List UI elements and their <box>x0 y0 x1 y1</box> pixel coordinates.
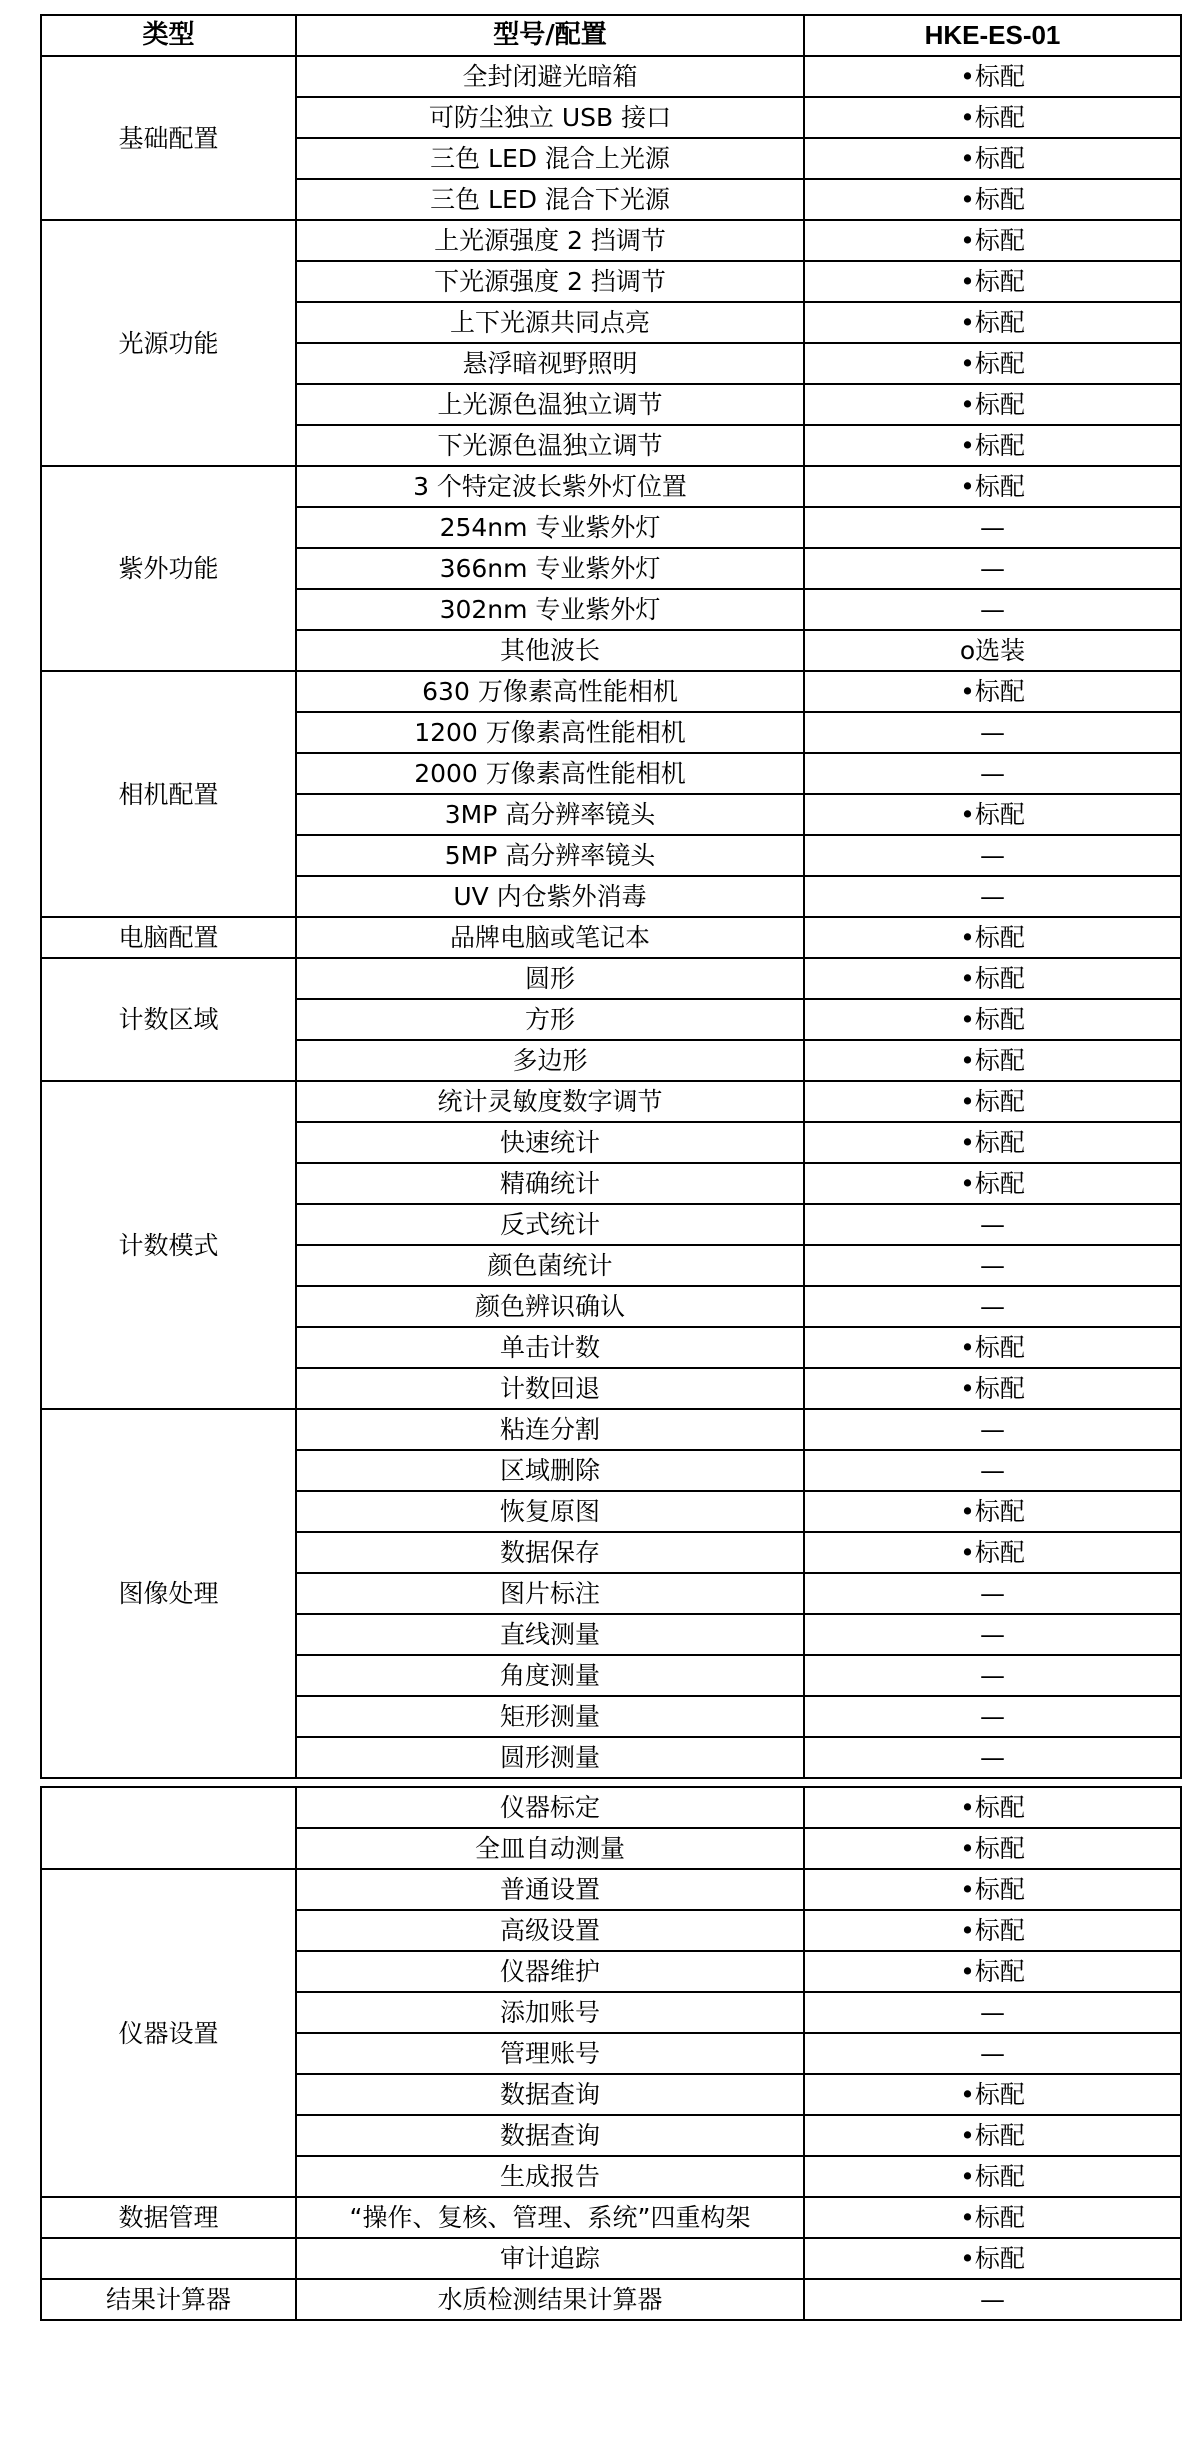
header-row <box>41 15 1181 56</box>
item-cell: 302nm 专业紫外灯 <box>296 589 804 630</box>
table-row <box>41 1787 1181 1828</box>
value-cell: — <box>804 1655 1181 1696</box>
item-cell: 数据保存 <box>296 1532 804 1573</box>
value-cell: •标配 <box>804 1122 1181 1163</box>
item-cell: 全封闭避光暗箱 <box>296 56 804 97</box>
value-cell: •标配 <box>804 2197 1181 2238</box>
value-cell: — <box>804 1204 1181 1245</box>
value-cell: — <box>804 876 1181 917</box>
item-cell: 直线测量 <box>296 1614 804 1655</box>
value-cell: •标配 <box>804 179 1181 220</box>
item-cell: 统计灵敏度数字调节 <box>296 1081 804 1122</box>
category-cell: 紫外功能 <box>41 466 296 671</box>
item-cell: 全皿自动测量 <box>296 1828 804 1869</box>
value-cell: — <box>804 835 1181 876</box>
value-cell: — <box>804 1573 1181 1614</box>
value-cell: •标配 <box>804 97 1181 138</box>
category-cell: 图像处理 <box>41 1409 296 1778</box>
category-cell: 光源功能 <box>41 220 296 466</box>
value-cell: •标配 <box>804 917 1181 958</box>
value-cell: — <box>804 2033 1181 2074</box>
item-cell: 颜色辨识确认 <box>296 1286 804 1327</box>
category-cell <box>41 2238 296 2279</box>
table-row <box>41 1409 1181 1450</box>
spec-table-continued <box>40 1786 1182 2321</box>
value-cell: — <box>804 1737 1181 1778</box>
item-cell: 水质检测结果计算器 <box>296 2279 804 2320</box>
table-body-main <box>41 56 1181 1778</box>
item-cell: 角度测量 <box>296 1655 804 1696</box>
value-cell: •标配 <box>804 261 1181 302</box>
table-row <box>41 466 1181 507</box>
item-cell: “操作、复核、管理、系统”四重构架 <box>296 2197 804 2238</box>
item-cell: 可防尘独立 USB 接口 <box>296 97 804 138</box>
value-cell: — <box>804 548 1181 589</box>
value-cell: — <box>804 1696 1181 1737</box>
category-cell: 计数区域 <box>41 958 296 1081</box>
item-cell: 5MP 高分辨率镜头 <box>296 835 804 876</box>
table-row <box>41 1869 1181 1910</box>
value-cell: — <box>804 1245 1181 1286</box>
table-row <box>41 56 1181 97</box>
item-cell: 上下光源共同点亮 <box>296 302 804 343</box>
item-cell: 单击计数 <box>296 1327 804 1368</box>
item-cell: 计数回退 <box>296 1368 804 1409</box>
table-row <box>41 2279 1181 2320</box>
item-cell: 2000 万像素高性能相机 <box>296 753 804 794</box>
item-cell: 粘连分割 <box>296 1409 804 1450</box>
item-cell: 生成报告 <box>296 2156 804 2197</box>
header-type: 类型 <box>41 15 296 56</box>
item-cell: 圆形测量 <box>296 1737 804 1778</box>
item-cell: 恢复原图 <box>296 1491 804 1532</box>
category-cell: 结果计算器 <box>41 2279 296 2320</box>
table-row <box>41 671 1181 712</box>
item-cell: 方形 <box>296 999 804 1040</box>
value-cell: — <box>804 712 1181 753</box>
item-cell: 上光源强度 2 挡调节 <box>296 220 804 261</box>
value-cell: — <box>804 1450 1181 1491</box>
value-cell: •标配 <box>804 671 1181 712</box>
table-gap <box>40 1779 1180 1786</box>
item-cell: 仪器维护 <box>296 1951 804 1992</box>
value-cell: •标配 <box>804 220 1181 261</box>
table-row <box>41 220 1181 261</box>
table-body-continued <box>41 1787 1181 2320</box>
value-cell: •标配 <box>804 2156 1181 2197</box>
table-row <box>41 917 1181 958</box>
value-cell: •标配 <box>804 384 1181 425</box>
item-cell: 圆形 <box>296 958 804 999</box>
value-cell: •标配 <box>804 1951 1181 1992</box>
item-cell: 仪器标定 <box>296 1787 804 1828</box>
value-cell: •标配 <box>804 794 1181 835</box>
spec-sheet <box>40 14 1180 2321</box>
value-cell: o选装 <box>804 630 1181 671</box>
value-cell: •标配 <box>804 958 1181 999</box>
item-cell: 254nm 专业紫外灯 <box>296 507 804 548</box>
value-cell: •标配 <box>804 1081 1181 1122</box>
category-cell: 计数模式 <box>41 1081 296 1409</box>
spec-table <box>40 14 1182 1779</box>
item-cell: 精确统计 <box>296 1163 804 1204</box>
item-cell: 3 个特定波长紫外灯位置 <box>296 466 804 507</box>
category-cell <box>41 1787 296 1869</box>
item-cell: 颜色菌统计 <box>296 1245 804 1286</box>
value-cell: — <box>804 1409 1181 1450</box>
category-cell: 数据管理 <box>41 2197 296 2238</box>
value-cell: — <box>804 753 1181 794</box>
value-cell: •标配 <box>804 56 1181 97</box>
value-cell: — <box>804 589 1181 630</box>
item-cell: 数据查询 <box>296 2115 804 2156</box>
item-cell: 366nm 专业紫外灯 <box>296 548 804 589</box>
item-cell: 高级设置 <box>296 1910 804 1951</box>
header-config: 型号/配置 <box>296 15 804 56</box>
item-cell: 数据查询 <box>296 2074 804 2115</box>
item-cell: 反式统计 <box>296 1204 804 1245</box>
item-cell: 普通设置 <box>296 1869 804 1910</box>
item-cell: 下光源强度 2 挡调节 <box>296 261 804 302</box>
item-cell: 图片标注 <box>296 1573 804 1614</box>
value-cell: •标配 <box>804 1910 1181 1951</box>
value-cell: •标配 <box>804 1163 1181 1204</box>
value-cell: •标配 <box>804 302 1181 343</box>
item-cell: 上光源色温独立调节 <box>296 384 804 425</box>
value-cell: •标配 <box>804 1828 1181 1869</box>
item-cell: 品牌电脑或笔记本 <box>296 917 804 958</box>
value-cell: •标配 <box>804 466 1181 507</box>
value-cell: •标配 <box>804 138 1181 179</box>
category-cell: 基础配置 <box>41 56 296 220</box>
value-cell: •标配 <box>804 2074 1181 2115</box>
header-model: HKE-ES-01 <box>804 15 1181 56</box>
value-cell: — <box>804 1286 1181 1327</box>
value-cell: •标配 <box>804 1040 1181 1081</box>
category-cell: 相机配置 <box>41 671 296 917</box>
item-cell: 其他波长 <box>296 630 804 671</box>
table-row <box>41 2197 1181 2238</box>
value-cell: •标配 <box>804 1532 1181 1573</box>
item-cell: 1200 万像素高性能相机 <box>296 712 804 753</box>
item-cell: 三色 LED 混合下光源 <box>296 179 804 220</box>
item-cell: 管理账号 <box>296 2033 804 2074</box>
category-cell: 电脑配置 <box>41 917 296 958</box>
category-cell: 仪器设置 <box>41 1869 296 2197</box>
value-cell: — <box>804 1614 1181 1655</box>
value-cell: •标配 <box>804 2115 1181 2156</box>
value-cell: •标配 <box>804 2238 1181 2279</box>
item-cell: 3MP 高分辨率镜头 <box>296 794 804 835</box>
value-cell: — <box>804 507 1181 548</box>
value-cell: •标配 <box>804 1491 1181 1532</box>
table-header <box>41 15 1181 56</box>
value-cell: •标配 <box>804 1787 1181 1828</box>
table-row <box>41 2238 1181 2279</box>
item-cell: 区域删除 <box>296 1450 804 1491</box>
item-cell: 多边形 <box>296 1040 804 1081</box>
value-cell: •标配 <box>804 1869 1181 1910</box>
item-cell: 三色 LED 混合上光源 <box>296 138 804 179</box>
value-cell: •标配 <box>804 343 1181 384</box>
value-cell: — <box>804 1992 1181 2033</box>
item-cell: 添加账号 <box>296 1992 804 2033</box>
item-cell: 矩形测量 <box>296 1696 804 1737</box>
item-cell: 快速统计 <box>296 1122 804 1163</box>
item-cell: 630 万像素高性能相机 <box>296 671 804 712</box>
table-row <box>41 1081 1181 1122</box>
value-cell: •标配 <box>804 1327 1181 1368</box>
value-cell: •标配 <box>804 425 1181 466</box>
value-cell: •标配 <box>804 999 1181 1040</box>
item-cell: 审计追踪 <box>296 2238 804 2279</box>
value-cell: — <box>804 2279 1181 2320</box>
value-cell: •标配 <box>804 1368 1181 1409</box>
table-row <box>41 958 1181 999</box>
item-cell: 悬浮暗视野照明 <box>296 343 804 384</box>
item-cell: 下光源色温独立调节 <box>296 425 804 466</box>
item-cell: UV 内仓紫外消毒 <box>296 876 804 917</box>
